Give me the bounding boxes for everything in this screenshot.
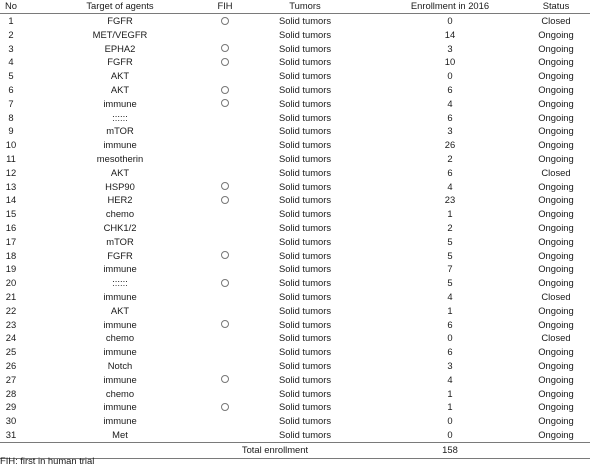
row-enrollment: 3 [447,359,453,371]
row-enrollment: 2 [447,221,453,233]
row-status: Closed [541,290,571,302]
row-tumors: Solid tumors [278,166,332,178]
table-row [0,138,590,152]
fih-circle-icon [221,58,229,66]
row-target: FGFR [107,56,133,68]
row-target: EPHA2 [104,42,136,54]
row-tumors: Solid tumors [278,373,332,385]
row-tumors: Solid tumors [278,15,332,26]
row-tumors: Solid tumors [278,208,332,220]
row-enrollment: 4 [447,373,453,385]
row-no: 6 [8,83,14,95]
table-row [0,345,590,359]
row-tumors: Solid tumors [278,70,332,82]
row-enrollment: 0 [447,70,453,82]
table-row [0,152,590,166]
row-status: Ongoing [538,277,574,289]
row-tumors: Solid tumors [278,359,332,371]
row-status: Ongoing [538,263,574,275]
table-row [0,69,590,83]
row-status: Ongoing [538,304,574,316]
row-target: chemo [105,208,135,220]
row-no: 22 [5,304,17,316]
header-status: Status [542,0,570,11]
row-target: immune [103,290,137,302]
row-enrollment: 6 [447,166,453,178]
row-status: Ongoing [538,194,574,206]
row-enrollment: 5 [447,235,453,247]
row-status: Ongoing [538,42,574,54]
row-tumors: Solid tumors [278,428,332,440]
row-target: HER2 [107,194,133,206]
row-status: Ongoing [538,359,574,371]
row-enrollment: 1 [447,401,453,413]
row-fih [210,83,240,97]
row-status: Ongoing [538,401,574,413]
row-status: Closed [541,332,571,344]
row-status: Ongoing [538,139,574,151]
row-tumors: Solid tumors [278,332,332,344]
row-enrollment: 3 [447,125,453,137]
row-target: chemo [105,332,135,344]
row-target: immune [103,139,137,151]
row-target: :::::: [112,277,128,289]
fih-circle-icon [221,320,229,328]
row-enrollment: 14 [444,28,456,40]
row-enrollment: 1 [447,208,453,220]
row-fih [210,276,240,290]
row-no: 30 [5,415,17,427]
row-no: 14 [5,194,17,206]
row-status: Ongoing [538,83,574,95]
table-row [0,180,590,194]
row-enrollment: 0 [447,415,453,427]
fih-circle-icon [221,196,229,204]
table-row [0,290,590,304]
table-row [0,55,590,69]
row-fih [210,373,240,387]
row-target: immune [103,263,137,275]
fih-circle-icon [221,182,229,190]
row-tumors: Solid tumors [278,401,332,413]
row-status: Ongoing [538,111,574,123]
row-status: Ongoing [538,70,574,82]
row-tumors: Solid tumors [278,415,332,427]
row-fih [210,42,240,56]
row-status: Ongoing [538,373,574,385]
fih-circle-icon [221,17,229,25]
table-header [0,0,590,14]
row-enrollment: 4 [447,180,453,192]
table-row [0,221,590,235]
fih-circle-icon [221,86,229,94]
row-enrollment: 6 [447,111,453,123]
row-enrollment: 26 [444,139,456,151]
row-status: Ongoing [538,180,574,192]
row-tumors: Solid tumors [278,111,332,123]
table-row [0,276,590,290]
table-row [0,207,590,221]
row-tumors: Solid tumors [278,263,332,275]
fih-circle-icon [221,375,229,383]
row-target: immune [103,97,137,109]
fih-circle-icon [221,251,229,259]
row-no: 28 [5,387,17,399]
row-target: immune [103,373,137,385]
row-status: Ongoing [538,235,574,247]
row-enrollment: 3 [447,42,453,54]
header-fih: FIH [217,0,233,11]
row-no: 8 [8,111,14,123]
row-enrollment: 2 [447,152,453,164]
row-enrollment: 1 [447,304,453,316]
row-target: AKT [110,304,130,316]
row-fih [210,55,240,69]
table-row [0,235,590,249]
row-no: 26 [5,359,17,371]
header-target: Target of agents [86,0,154,11]
table-row [0,166,590,180]
table-body [0,14,590,442]
fih-circle-icon [221,279,229,287]
row-enrollment: 6 [447,83,453,95]
row-enrollment: 0 [447,15,453,26]
table-row [0,124,590,138]
row-target: AKT [110,83,130,95]
row-target: AKT [110,166,130,178]
row-fih [210,180,240,194]
row-target: chemo [105,387,135,399]
table-row [0,373,590,387]
table-row [0,111,590,125]
row-target: FGFR [107,15,133,26]
row-target: mesotherin [96,152,144,164]
row-enrollment: 0 [447,428,453,440]
row-fih [210,249,240,263]
row-enrollment: 5 [447,249,453,261]
table-row [0,193,590,207]
row-fih [210,97,240,111]
row-target: AKT [110,70,130,82]
row-fih [210,14,240,28]
table-row [0,83,590,97]
row-tumors: Solid tumors [278,235,332,247]
row-no: 18 [5,249,17,261]
row-tumors: Solid tumors [278,318,332,330]
table-row [0,331,590,345]
row-tumors: Solid tumors [278,97,332,109]
row-status: Ongoing [538,56,574,68]
table-row [0,387,590,401]
row-status: Ongoing [538,221,574,233]
row-target: MET/VEGFR [92,28,148,40]
row-status: Ongoing [538,318,574,330]
row-status: Ongoing [538,346,574,358]
row-status: Ongoing [538,428,574,440]
table-row [0,304,590,318]
row-no: 24 [5,332,17,344]
row-target: immune [103,401,137,413]
table-row [0,28,590,42]
row-status: Ongoing [538,97,574,109]
row-no: 10 [5,139,17,151]
row-status: Ongoing [538,208,574,220]
row-tumors: Solid tumors [278,152,332,164]
row-tumors: Solid tumors [278,56,332,68]
row-target: FGFR [107,249,133,261]
fih-circle-icon [221,44,229,52]
row-no: 19 [5,263,17,275]
header-no: No [5,0,17,11]
row-no: 27 [5,373,17,385]
row-tumors: Solid tumors [278,387,332,399]
row-no: 9 [8,125,14,137]
row-target: Notch [107,359,133,371]
row-target: Met [112,428,128,440]
row-no: 17 [5,235,17,247]
row-tumors: Solid tumors [278,304,332,316]
row-enrollment: 1 [447,387,453,399]
total-value: 158 [442,443,458,455]
row-tumors: Solid tumors [278,194,332,206]
row-tumors: Solid tumors [278,290,332,302]
table-row [0,262,590,276]
row-status: Ongoing [538,415,574,427]
row-tumors: Solid tumors [278,83,332,95]
row-no: 12 [5,166,17,178]
row-status: Ongoing [538,387,574,399]
row-no: 31 [5,428,17,440]
row-no: 5 [8,70,14,82]
row-fih [210,193,240,207]
fih-circle-icon [221,99,229,107]
table-row [0,97,590,111]
row-tumors: Solid tumors [278,249,332,261]
row-enrollment: 6 [447,346,453,358]
row-tumors: Solid tumors [278,139,332,151]
table-row [0,318,590,332]
row-target: :::::: [112,111,128,123]
row-status: Closed [541,166,571,178]
row-tumors: Solid tumors [278,221,332,233]
footnote: FIH: first in human trial [0,455,95,466]
total-label: Total enrollment [241,443,309,455]
row-tumors: Solid tumors [278,28,332,40]
row-enrollment: 6 [447,318,453,330]
row-no: 4 [8,56,14,68]
row-fih [210,318,240,332]
row-enrollment: 7 [447,263,453,275]
row-no: 1 [8,15,14,26]
row-no: 21 [5,290,17,302]
fih-circle-icon [221,403,229,411]
row-target: HSP90 [105,180,135,192]
row-status: Ongoing [538,28,574,40]
row-no: 3 [8,42,14,54]
row-no: 20 [5,277,17,289]
row-no: 25 [5,346,17,358]
table-row [0,14,590,28]
row-no: 15 [5,208,17,220]
row-tumors: Solid tumors [278,42,332,54]
row-tumors: Solid tumors [278,346,332,358]
row-enrollment: 10 [444,56,456,68]
row-tumors: Solid tumors [278,125,332,137]
header-enrollment: Enrollment in 2016 [410,0,490,11]
row-no: 16 [5,221,17,233]
row-target: immune [103,346,137,358]
row-status: Ongoing [538,249,574,261]
table-row [0,414,590,428]
row-target: CHK1/2 [103,221,137,233]
row-target: immune [103,415,137,427]
row-no: 11 [6,152,16,164]
row-no: 13 [5,180,17,192]
row-enrollment: 4 [447,290,453,302]
row-enrollment: 4 [447,97,453,109]
row-enrollment: 0 [447,332,453,344]
row-tumors: Solid tumors [278,180,332,192]
row-target: mTOR [106,125,134,137]
row-no: 23 [5,318,17,330]
row-target: mTOR [106,235,134,247]
row-status: Closed [541,15,571,26]
row-status: Ongoing [538,152,574,164]
row-status: Ongoing [538,125,574,137]
row-enrollment: 5 [447,277,453,289]
table-row [0,428,590,442]
row-enrollment: 23 [444,194,456,206]
row-tumors: Solid tumors [278,277,332,289]
table-row [0,359,590,373]
table-row [0,42,590,56]
row-no: 7 [8,97,14,109]
row-no: 2 [8,28,14,40]
header-tumors: Tumors [289,0,321,11]
row-fih [210,400,240,414]
table-row [0,400,590,414]
row-target: immune [103,318,137,330]
table-row [0,249,590,263]
row-no: 29 [5,401,17,413]
